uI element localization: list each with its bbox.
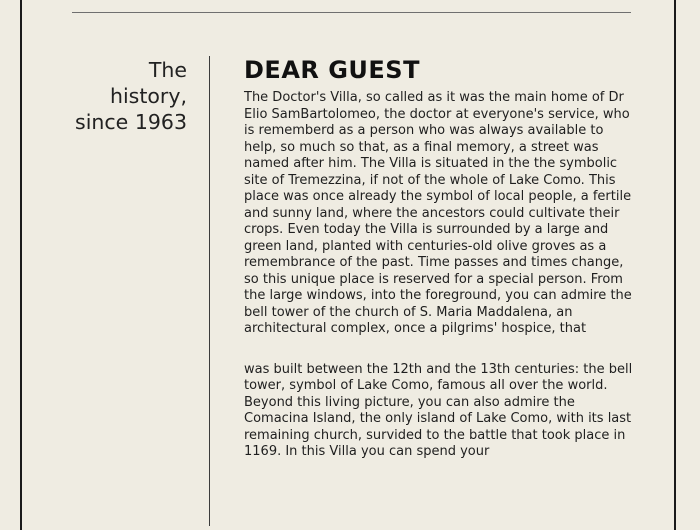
history-heading-line-1: The <box>148 58 187 82</box>
history-heading-line-2: history, <box>109 84 187 108</box>
vertical-divider <box>209 56 210 526</box>
body-paragraph-2: was built between the 12th and the 13th centuries: the bell tower, symbol of Lake Como, famous all over the world. Beyond this living picture, you can also admire the Comacina Island, the only island of Lake Como, with its last remaining church, survided to the battle that took place in 1169. In this Villa you can spend your <box>244 361 633 459</box>
history-heading-line-3: since 1963 <box>75 110 187 134</box>
main-content <box>244 58 636 461</box>
history-heading <box>52 57 187 135</box>
document-page <box>20 0 676 530</box>
top-rule <box>72 12 631 13</box>
body-paragraph-1: The Doctor's Villa, so called as it was the main home of Dr Elio SamBartolomeo, the doctor at everyone's service, who is rememberd as a person who was always available to help, so much so that, as a final memory, a street was named after him. The Villa is situated in the the symbolic site of Tremezzina, if not of the whole of Lake Como. This place was once already the symbol of local people, a fertile and sunny land, where the ancestors could cultivate their crops. Even today the Villa is surrounded by a large and green land, planted with centuries-old olive groves as a remembrance of the past. Time passes and times change, so this unique place is reserved for a special person. From the large windows, into the foreground, you can admire the bell tower of the church of S. Maria Maddalena, an architectural complex, once a pilgrims' hospice, that <box>244 90 632 336</box>
page-title: DEAR GUEST <box>244 56 420 84</box>
